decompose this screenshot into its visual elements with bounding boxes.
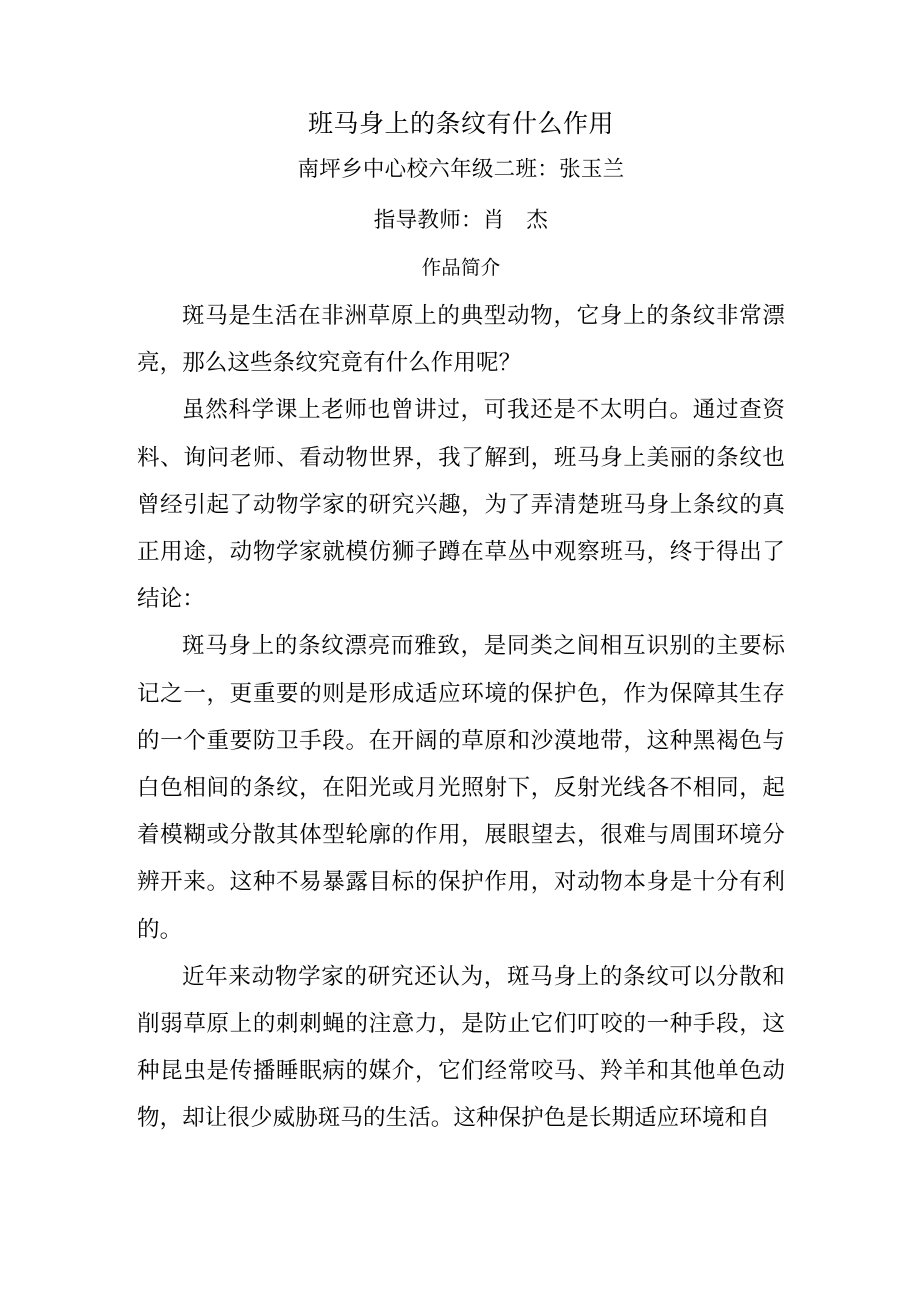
document-content [137, 0, 785, 1143]
body-paragraph: 近年来动物学家的研究还认为，斑马身上的条纹可以分散和削弱草原上的刺刺蝇的注意力，是防止它们叮咬的一种手段，这种昆虫是传播睡眠病的媒介，它们经常咬马、羚羊和其他单色动物，却让很少威胁斑马的生活。这种保护色是长期适应环境和自 [137, 963, 785, 1132]
byline-advising-teacher: 指导教师：肖 杰 [373, 208, 549, 233]
page-title: 班马身上的条纹有什么作用 [307, 109, 614, 138]
section-heading-abstract: 作品简介 [421, 256, 501, 279]
body-paragraph: 斑马身上的条纹漂亮而雅致，是同类之间相互识别的主要标记之一，更重要的则是形成适应环境的保护色，作为保障其生存的一个重要防卫手段。在开阔的草原和沙漠地带，这种黑褐色与白色相间的条纹，在阳光或月光照射下，反射光线各不相同，起着模糊或分散其体型轮廓的作用，展眼望去，很难与周围环境分辨开来。这种不易暴露目标的保护作用，对动物本身是十分有利的。 [137, 633, 785, 943]
body-paragraph: 斑马是生活在非洲草原上的典型动物，它身上的条纹非常漂亮，那么这些条纹究竟有什么作用呢？ [137, 303, 785, 377]
body-paragraph: 虽然科学课上老师也曾讲过，可我还是不太明白。通过查资料、询问老师、看动物世界，我了解到，班马身上美丽的条纹也曾经引起了动物学家的研究兴趣，为了弄清楚班马身上条纹的真正用途，动物学家就模仿狮子蹲在草丛中观察班马，终于得出了结论： [137, 397, 785, 613]
byline-school-author: 南坪乡中心校六年级二班：张玉兰 [297, 157, 625, 182]
